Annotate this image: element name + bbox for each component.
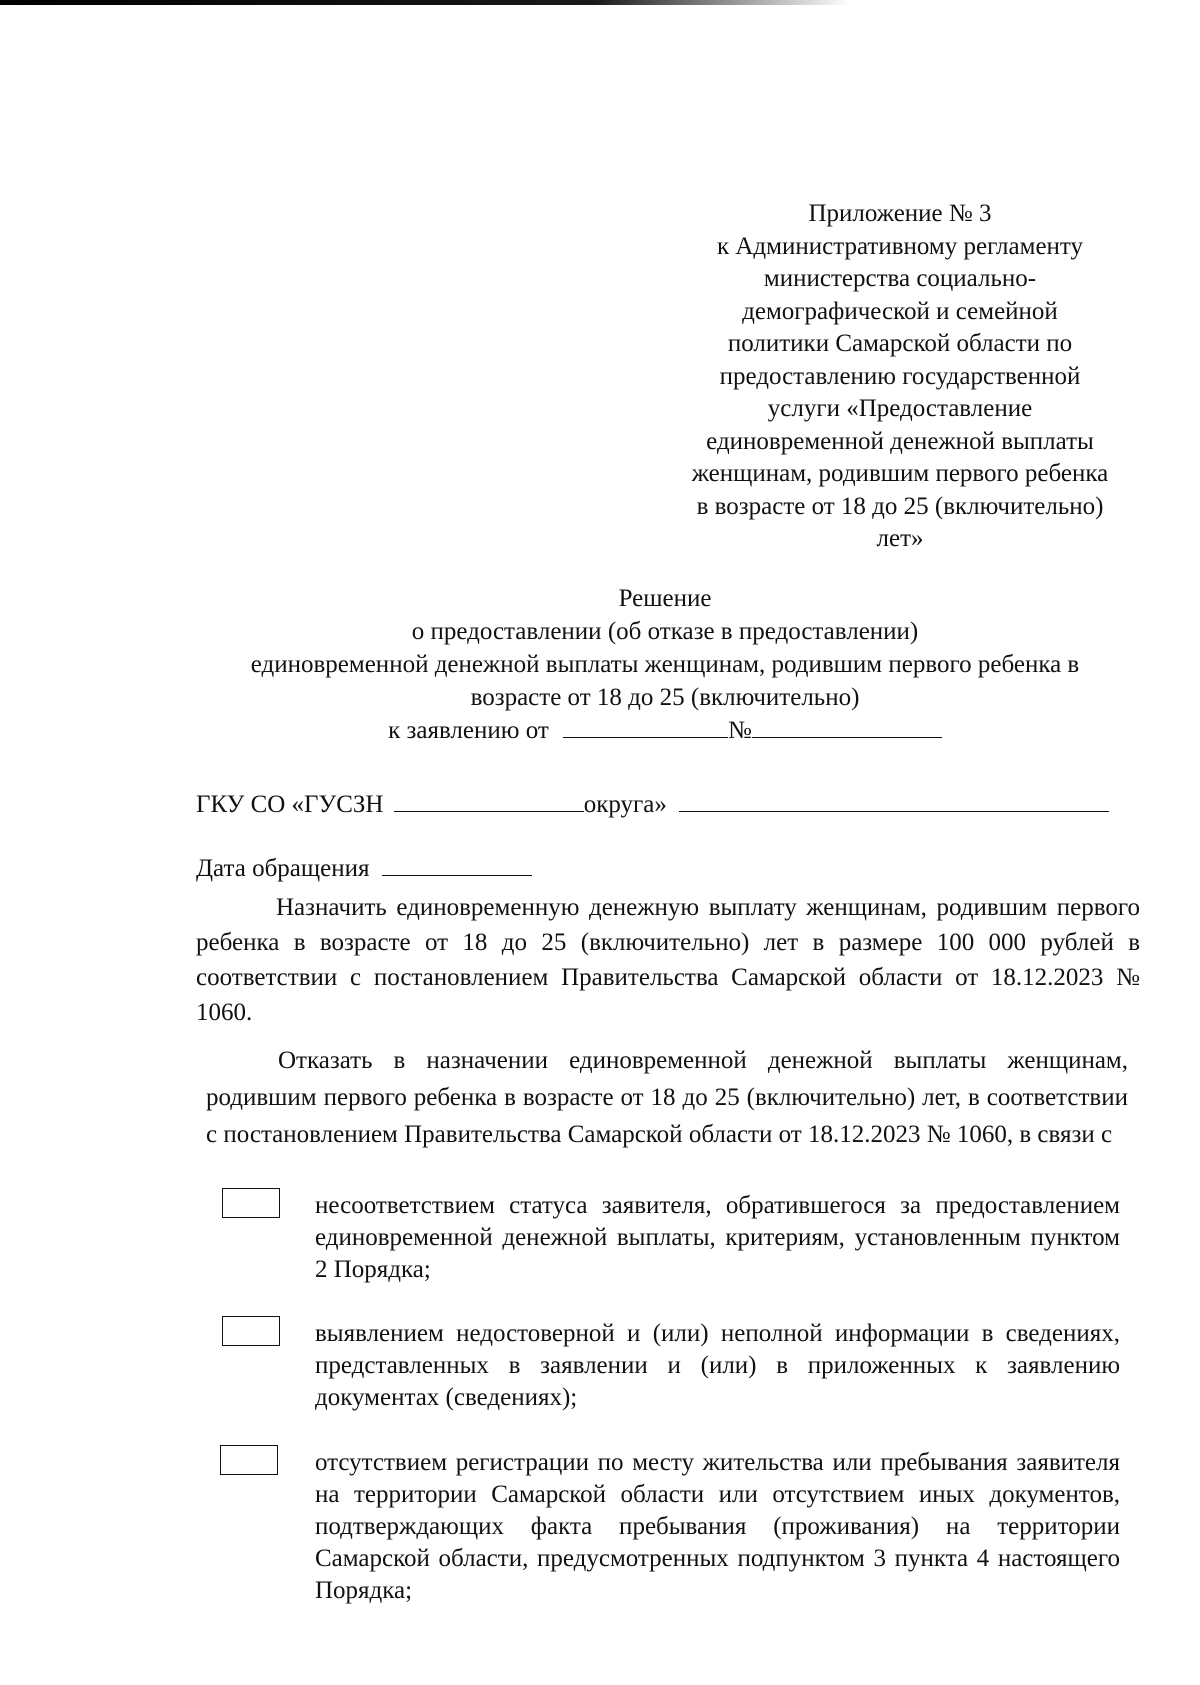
- reason-text: отсутствием регистрации по месту жительства или пребывания заявителя на территории Самарской области или отсутствием иных документов, подтверждающих факта пребывания (проживания) на территории Самарской области, предусмотренных подпунктом 3 пункта 4 настоящего Порядка;: [315, 1449, 1120, 1604]
- application-date-field[interactable]: [563, 715, 728, 738]
- reason-checkbox-status-mismatch[interactable]: [222, 1188, 280, 1218]
- appendix-line: предоставлению государственной: [719, 362, 1081, 390]
- reason-text: выявлением недостоверной и (или) неполной информации в сведениях, представленных в заявлении и (или) в приложенных к заявлению документах (сведениях);: [315, 1320, 1120, 1411]
- grant-paragraph: [196, 890, 1140, 1030]
- appendix-line: к Административному регламенту: [716, 232, 1084, 260]
- institution-prefix: ГКУ СО «ГУСЗН: [196, 791, 384, 818]
- appendix-header: [660, 198, 1140, 556]
- reason-item: [315, 1190, 1120, 1286]
- reason-checkbox-false-info[interactable]: [222, 1316, 280, 1346]
- appendix-line: министерства социально-: [763, 265, 1037, 292]
- appendix-line: единовременной денежной выплаты: [706, 427, 1094, 455]
- reason-checkbox-no-registration[interactable]: [220, 1445, 278, 1475]
- decision-title-block: [190, 582, 1140, 747]
- request-date-field[interactable]: [382, 853, 532, 876]
- application-number-field[interactable]: [752, 715, 942, 738]
- decision-subtitle: единовременной денежной выплаты женщинам, родившим первого ребенка в: [250, 651, 1080, 678]
- reason-text: несоответствием статуса заявителя, обратившегося за предоставлением единовременной денежной выплаты, критериям, установленным пунктом 2 Порядка;: [315, 1192, 1120, 1283]
- appendix-line: женщинам, родившим первого ребенка: [691, 460, 1109, 487]
- scan-edge-artifact: [0, 0, 850, 5]
- refusal-paragraph-text: Отказать в назначении единовременной денежной выплаты женщинам, родившим первого ребенка в возрасте от 18 до 25 (включительно) лет, в соответствии с постановлением Правительства Самарской области от 18.12.2023 № 1060, в связи с: [206, 1047, 1128, 1148]
- reason-item: [315, 1447, 1120, 1607]
- appendix-line: услуги «Предоставление: [767, 395, 1033, 422]
- request-date-label: Дата обращения: [196, 855, 370, 882]
- application-reference: [190, 714, 1140, 747]
- request-date-line: [196, 853, 532, 883]
- number-sign: №: [728, 717, 752, 744]
- refusal-paragraph: [206, 1042, 1128, 1153]
- institution-extra-field[interactable]: [679, 789, 1109, 812]
- decision-title: Решение: [618, 585, 712, 612]
- appendix-line: лет»: [876, 525, 924, 552]
- appendix-line: Приложение № 3: [808, 200, 992, 227]
- district-suffix: округа»: [583, 791, 667, 818]
- decision-subtitle: возрасте от 18 до 25 (включительно): [470, 684, 860, 711]
- appendix-line: демографической и семейной: [742, 297, 1058, 325]
- institution-line: [196, 789, 1109, 819]
- district-name-field[interactable]: [394, 789, 584, 812]
- application-prefix: к заявлению от: [388, 717, 549, 744]
- grant-paragraph-text: Назначить единовременную денежную выплату женщинам, родившим первого ребенка в возрасте от 18 до 25 (включительно) лет в размере 100 000 рублей в соответствии с постановлением Правительства Самарской области от 18.12.2023 № 1060.: [196, 894, 1140, 1026]
- appendix-line: политики Самарской области по: [727, 330, 1073, 357]
- reason-item: [315, 1318, 1120, 1414]
- appendix-line: в возрасте от 18 до 25 (включительно): [696, 492, 1104, 520]
- decision-subtitle: о предоставлении (об отказе в предоставлении): [411, 618, 919, 645]
